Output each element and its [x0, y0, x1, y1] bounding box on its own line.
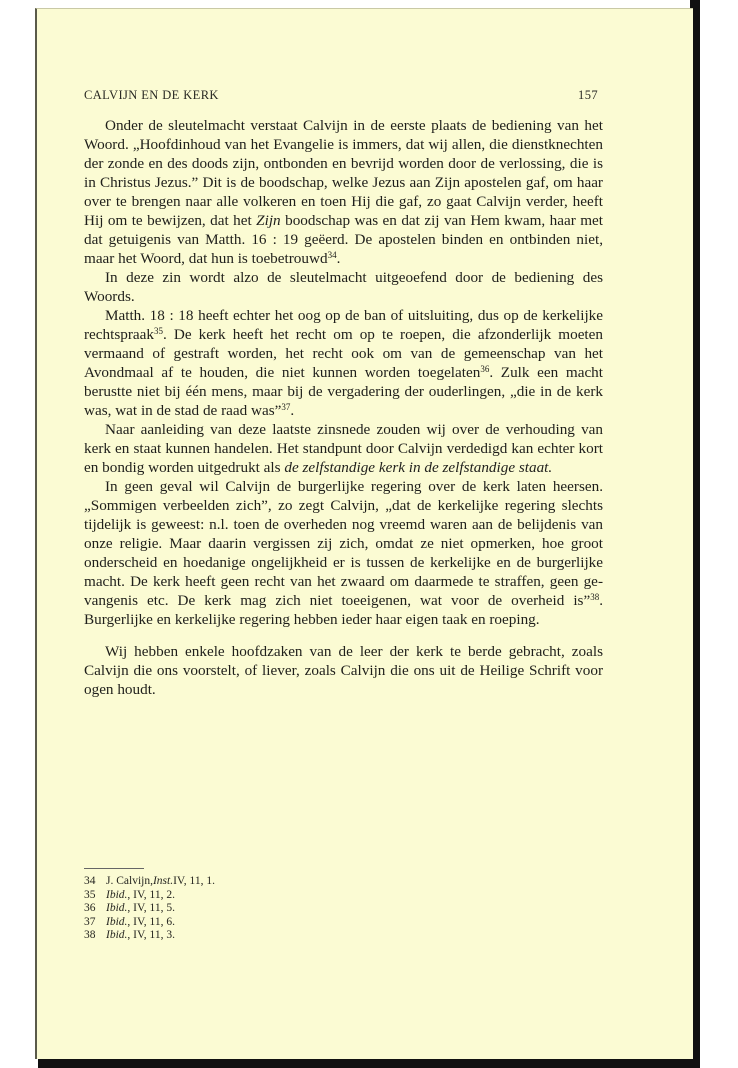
- footnote-ref: 38: [590, 592, 600, 602]
- running-header: [84, 88, 598, 106]
- footnote-ref: 34: [327, 250, 337, 260]
- footnote-rule: [84, 868, 144, 869]
- paragraph-3: Matth. 18 : 18 heeft echter het oog op de ban of uitsluiting, dus op de kerkelijke rechtspraak$^{35}$. De kerk heeft het recht om op te roepen, die afzonderlijk moeten vermaand of gestraft worden, het recht ook om van de gemeenschap van het Avondmaal af te houden, die niet kunnen worden toegelaten$^{36}$. Zulk een macht berustte niet bij één mens, maar bij de vergadering der ouderlingen, „die in de kerk was, wat in de stad de raad was”$^{37}$.: [84, 307, 603, 419]
- paragraph-2: In deze zin wordt alzo de sleutelmacht uitgeoefend door de bediening des Woords.: [84, 269, 603, 305]
- running-title: CALVIJN EN DE KERK: [84, 88, 219, 102]
- footnote-ref: 37: [281, 402, 291, 412]
- footnotes: [84, 875, 484, 943]
- page-number: 157: [578, 88, 598, 102]
- footnote-ref: 36: [480, 364, 490, 374]
- footnote-36: 36 Ibid. , IV, 11, 5.: [84, 902, 176, 915]
- footnote-38: 38 Ibid. , IV, 11, 3.: [84, 929, 176, 942]
- paragraph-4: Naar aanleiding van deze laatste zinsnede zouden wij over de verhouding van kerk en staat kunnen handelen. Het standpunt door Calvijn verdedigd kan echter kort en bondig worden uitgedrukt als de zelfstandige kerk in de zelfstandige staat.: [84, 421, 603, 476]
- footnote-35: 35 Ibid. , IV, 11, 2.: [84, 888, 176, 901]
- paragraph-1: Onder de sleutelmacht verstaat Calvijn in de eerste plaats de bediening van het Woord. „Hoofdinhoud van het Evangelie is immers, dat wij allen, die dienstknechten der zonde en des doods zijn, ontbonden en bevrijd worden door de verlossing, die is in Christus Jezus.” Dit is de boodschap, welke Jezus aan Zijn apostelen gaf, om haar over te brengen naar alle volkeren en toen Hij die gaf, zo gaat Calvijn verder, heeft Hij om te bewijzen, dat het Zijn boodschap was en dat zij van Hem kwam, haar met dat getuigenis van Matth. 16 : 19 geëerd. De apostelen binden en ontbinden niet, maar het Woord, dat hun is toebetrouwd$^{34}$.: [84, 117, 604, 267]
- paragraph-6: Wij hebben enkele hoofdzaken van de leer der kerk te berde gebracht, zoals Calvijn die ons voorstelt, of liever, zoals Calvijn die ons uit de Heilige Schrift voor ogen houdt.: [84, 643, 603, 698]
- footnote-37: 37 Ibid. , IV, 11, 6.: [84, 915, 176, 928]
- paragraph-5: In geen geval wil Calvijn de burgerlijke regering over de kerk laten heersen. „Sommigen verbeelden zich”, zo zegt Calvijn, „dat de kerkelijke regering slechts tijdelijk is geweest: n.l. toen de overheden nog vreemd waren aan de belijdenis van onze religie. Maar daarin vergissen zij zich, omdat ze niet opmerken, hoe groot onderscheid en hoedanige ongelijkheid er is tussen de kerkelijke en de burgerlijke macht. De kerk heeft geen recht van het zwaard om daarmede te straffen, geen gevangenis etc. De kerk mag zich niet toeeigenen, wat voor de overheid is”$^{38}$. Burgerlijke en kerkelijke regering hebben ieder haar eigen taak en roeping.: [84, 478, 603, 628]
- body-text: [84, 116, 603, 699]
- footnote-ref: 35: [154, 326, 163, 336]
- footnote-34: 34 J. Calvijn, Inst. IV, 11, 1.: [84, 875, 215, 887]
